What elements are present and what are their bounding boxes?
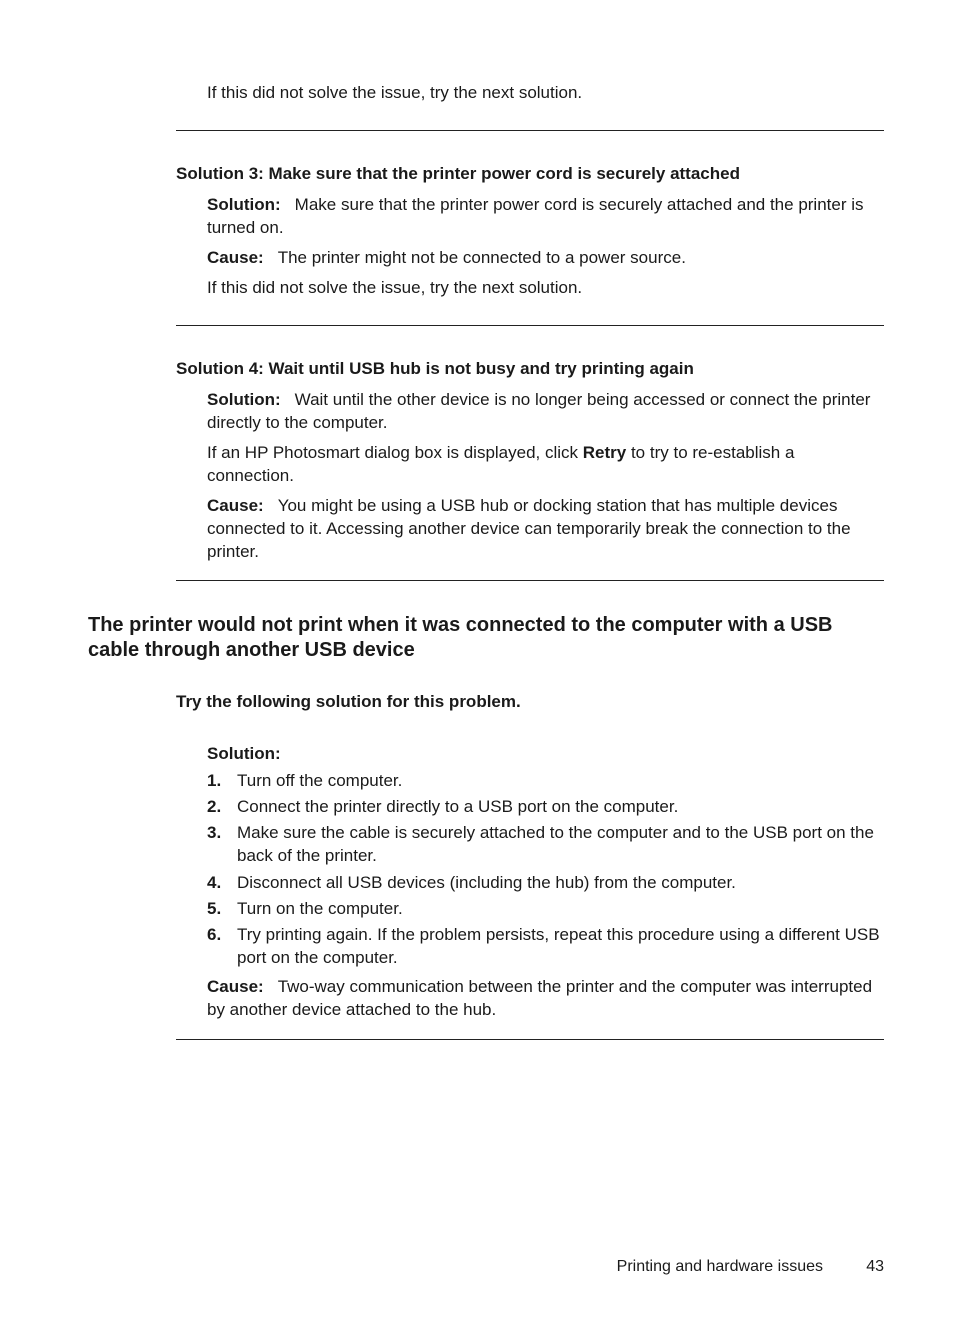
step-number: 1. xyxy=(207,771,222,790)
step-number: 5. xyxy=(207,899,222,918)
step-text: Disconnect all USB devices (including the hub) from the computer. xyxy=(237,873,736,892)
usb-section-intro: Try the following solution for this problem. xyxy=(176,692,521,711)
step-text: Make sure the cable is securely attached to the computer and to the USB port on the back of the printer. xyxy=(237,823,874,865)
retry-pre: If an HP Photosmart dialog box is displayed, click xyxy=(207,443,583,462)
step-text: Turn off the computer. xyxy=(237,771,403,790)
step-number: 3. xyxy=(207,823,222,842)
cause-text: Two-way communication between the printer and the computer was interrupted by another device attached to the hub. xyxy=(207,977,873,1019)
footer-section-title: Printing and hardware issues xyxy=(616,1258,823,1275)
next-solution-note: If this did not solve the issue, try the next solution. xyxy=(207,83,583,102)
divider xyxy=(176,325,884,326)
solution-3-cause xyxy=(207,246,885,269)
cause-text: The printer might not be connected to a power source. xyxy=(277,248,686,267)
solution-4-solution xyxy=(207,388,885,434)
step-text: Turn on the computer. xyxy=(237,899,403,918)
usb-section-heading: The printer would not print when it was connected to the computer with a USB cable through another USB device xyxy=(88,614,833,661)
divider xyxy=(176,580,884,581)
solution-label: Solution: xyxy=(207,195,281,214)
solution-3-solution xyxy=(207,193,885,239)
divider xyxy=(176,130,884,131)
solution-text: Wait until the other device is no longer being accessed or connect the printer directly to the computer. xyxy=(207,390,871,432)
solution-label: Solution: xyxy=(207,744,281,763)
next-solution-note: If this did not solve the issue, try the next solution. xyxy=(207,278,583,297)
cause-label: Cause: xyxy=(207,977,264,996)
step-text: Try printing again. If the problem persists, repeat this procedure using a different USB port on the computer. xyxy=(237,925,880,967)
step-text: Connect the printer directly to a USB port on the computer. xyxy=(237,797,679,816)
cause-label: Cause: xyxy=(207,248,264,267)
solution-4-cause xyxy=(207,494,885,563)
step-number: 2. xyxy=(207,797,222,816)
page-number: 43 xyxy=(866,1258,884,1275)
divider xyxy=(176,1039,884,1040)
usb-section-cause xyxy=(207,975,885,1021)
retry-term: Retry xyxy=(582,443,627,462)
step-number: 4. xyxy=(207,873,222,892)
retry-post: to try to re-establish a connection. xyxy=(207,443,795,485)
solution-label: Solution: xyxy=(207,390,281,409)
solution-text: Make sure that the printer power cord is securely attached and the printer is turned on. xyxy=(207,195,864,237)
solution-3-heading: Solution 3: Make sure that the printer power cord is securely attached xyxy=(176,164,740,183)
step-number: 6. xyxy=(207,925,222,944)
solution-4-heading: Solution 4: Wait until USB hub is not busy and try printing again xyxy=(176,359,694,378)
solution-4-retry-note xyxy=(207,441,885,487)
cause-label: Cause: xyxy=(207,496,264,515)
cause-text: You might be using a USB hub or docking station that has multiple devices connected to it. Accessing another device can temporarily break the connection to the printer. xyxy=(207,496,851,561)
